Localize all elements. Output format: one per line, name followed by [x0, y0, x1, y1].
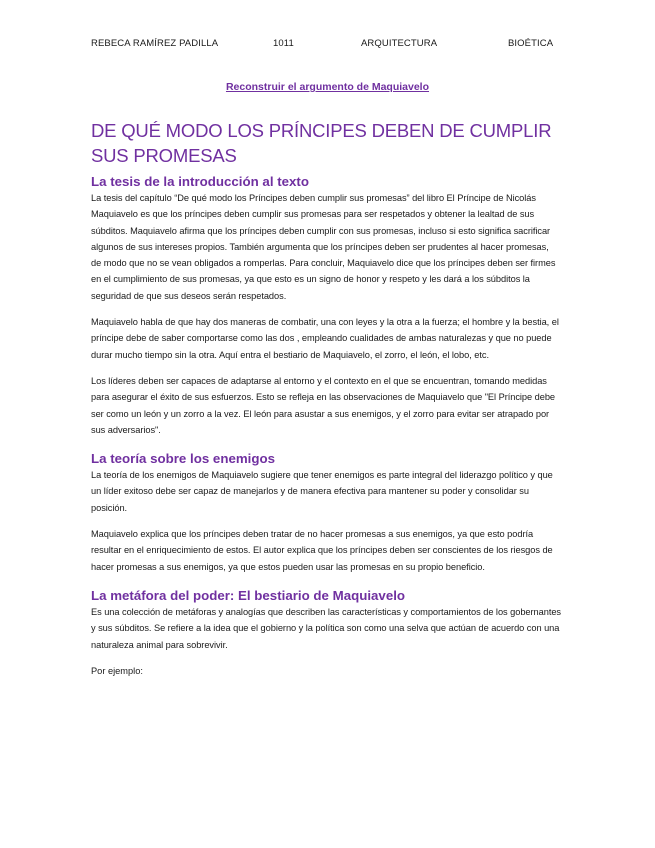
- paragraph: Es una colección de metáforas y analogías que describen las características y comportamientos de los gobernantes y sus súbditos. Se refiere a la idea que el gobierno y la política son como una selva que actúan de acuerdo con una naturaleza animal para sobrevivir.: [91, 606, 562, 650]
- section-heading: La tesis de la introducción al texto: [91, 174, 309, 189]
- paragraph: La teoría de los enemigos de Maquiavelo sugiere que tener enemigos es parte integral del liderazgo político y que un líder exitoso debe ser capaz de manejarlos y de manera efectiva para mantener su poder y consolidar su posición.: [91, 470, 553, 513]
- section-thesis: [91, 173, 561, 438]
- section-heading: La teoría sobre los enemigos: [91, 451, 275, 467]
- paragraph: Los líderes deben ser capaces de adaptarse al entorno y el contexto en el que se encuentran, tomando medidas para asegurar el éxito de sus esfuerzos. Esto se refleja en las observaciones de Maquiavelo que "El Príncipe debe ser como un león y un zorro a la vez. El león para asustar a sus enemigos, y el zorro para evitar ser atrapado por sus adversarios".: [91, 375, 556, 435]
- main-title: DE QUÉ MODO LOS PRÍNCIPES DEBEN DE CUMPLIR SUS PROMESAS: [91, 120, 552, 166]
- page-header: [91, 38, 554, 52]
- paragraph: Maquiavelo habla de que hay dos maneras de combatir, una con leyes y la otra a la fuerza; el hombre y la bestia, el príncipe debe de saber comportarse como las dos , empleando cualidades de ambas naturalezas y que no puede durar mucho tiempo sin la otra. Aquí entra el bestiario de Maquiavelo, el zorro, el león, el lobo, etc.: [91, 317, 559, 360]
- paragraph: La tesis del capítulo “De qué modo los Príncipes deben cumplir sus promesas” del libro El Príncipe de Nicolás Maquiavelo es que los príncipes deben cumplir sus promesas para ser respetados y obtener la lealtad de sus súbditos. Maquiavelo afirma que los príncipes deben cumplir con sus promesas, incluso si esto significa sacrificar algunos de sus intereses propios. También argumenta que los príncipes deben ser prudentes al hacer promesas, de modo que no se vean obligados a romperlas. Para concluir, Maquiavelo dice que los príncipes deben ser firmes en el cumplimiento de sus promesas, ya que esto es un signo de honor y respeto y les dará a los súbditos la seguridad de que sus deseos serán respetados.: [91, 193, 556, 301]
- header-code: 1011: [273, 38, 294, 49]
- header-student-name: REBECA RAMÍREZ PADILLA: [91, 38, 219, 49]
- header-course: BIOÉTICA: [508, 38, 554, 49]
- document-title: Reconstruir el argumento de Maquiavelo: [225, 81, 430, 93]
- section-heading: La metáfora del poder: El bestiario de Maquiavelo: [91, 587, 406, 603]
- section-enemies: [91, 450, 561, 575]
- example-label: Por ejemplo:: [91, 665, 143, 676]
- document-body: [91, 173, 561, 688]
- paragraph: Maquiavelo explica que los príncipes deben tratar de no hacer promesas a sus enemigos, ya que esto podría resultar en el enriquecimiento de estos. El autor explica que los príncipes deben ser conscientes de los riesgos de hacer promesas a sus enemigos, ya que estos pueden usar las promesas en su propio beneficio.: [91, 529, 553, 572]
- header-subject: ARQUITECTURA: [361, 38, 438, 49]
- section-bestiary: [91, 587, 561, 653]
